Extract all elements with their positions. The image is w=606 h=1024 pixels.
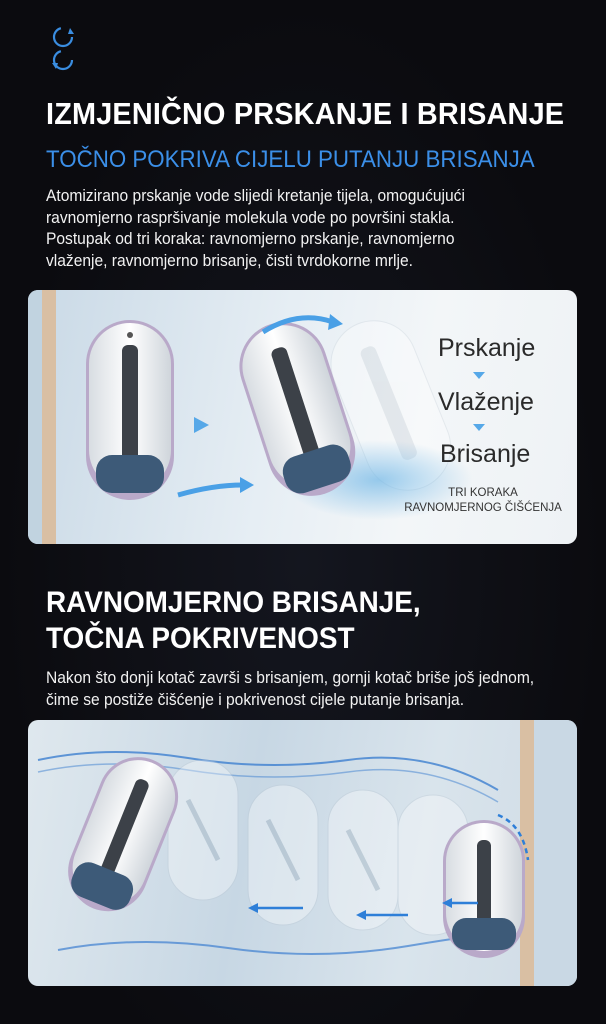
description-line: Postupak od tri koraka: ravnomjerno prskanje, ravnomjerno — [46, 230, 455, 248]
robot-path-illustration — [28, 720, 577, 986]
description-line: Atomizirano prskanje vode slijedi kretanje tijela, omogućujući — [46, 187, 465, 205]
section1-title: IZMJENIČNO PRSKANJE I BRISANJE — [46, 96, 565, 131]
step-wetting: Vlaženje — [438, 388, 534, 416]
cycle-arrows-icon — [46, 24, 80, 74]
caption-line: RAVNOMJERNOG ČIŠĆENJA — [404, 502, 562, 514]
description-line: čime se postiže čišćenje i pokrivenost cijele putanje brisanja. — [46, 690, 465, 709]
robot-right — [443, 820, 525, 958]
section2-description — [46, 668, 586, 711]
title-line: TOČNA POKRIVENOST — [46, 622, 355, 655]
caption-line: TRI KORAKA — [448, 487, 518, 499]
caption — [378, 486, 577, 516]
spray-process-illustration — [28, 290, 577, 544]
section1-description — [46, 186, 586, 272]
down-arrow-icon — [473, 424, 485, 431]
description-line: Nakon što donji kotač završi s brisanjem, gornji kotač briše još jednom, — [46, 669, 535, 687]
description-line: vlaženje, ravnomjerno brisanje, čisti tvrdokorne mrlje. — [46, 251, 413, 270]
down-arrow-icon — [473, 372, 485, 379]
coverage-illustration — [28, 720, 577, 986]
description-line: ravnomjerno raspršivanje molekula vode po površini stakla. — [46, 208, 455, 227]
section2-title — [46, 585, 449, 657]
robot-1 — [86, 320, 174, 500]
title-line: RAVNOMJERNO BRISANJE, — [46, 586, 421, 619]
section1-subtitle: TOČNO POKRIVA CIJELU PUTANJU BRISANJA — [46, 146, 535, 173]
step-wiping: Brisanje — [440, 440, 531, 468]
step-spraying: Prskanje — [438, 334, 536, 362]
